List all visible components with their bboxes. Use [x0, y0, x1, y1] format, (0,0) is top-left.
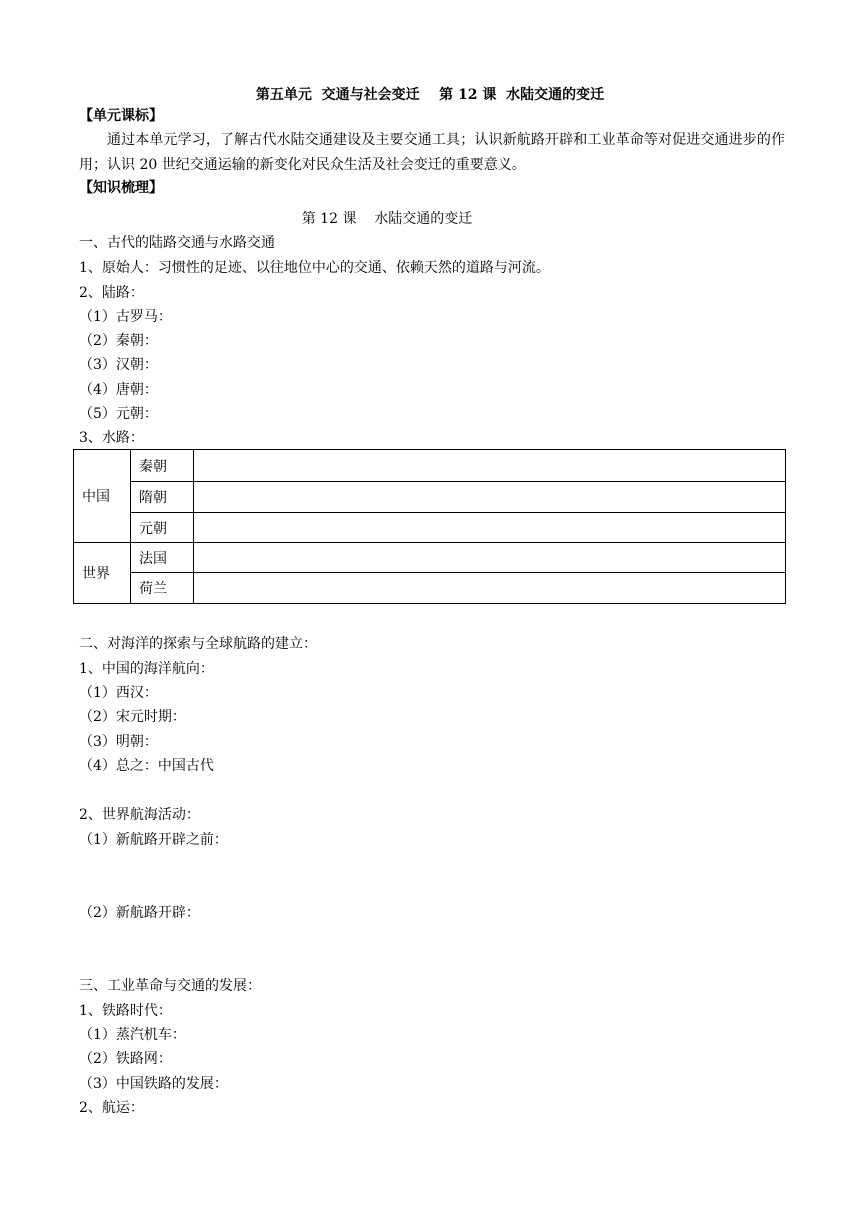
china-maritime-item: （1）西汉： — [79, 685, 158, 701]
answer-cell[interactable] — [194, 573, 786, 604]
unit-standard-heading: 【单元课标】 — [79, 108, 163, 124]
land-item: （2）秦朝： — [79, 333, 158, 349]
dynasty-cell: 元朝 — [131, 513, 194, 543]
land-route-label: 2、陆路： — [79, 285, 144, 301]
china-maritime-item: （3）明朝： — [79, 734, 158, 750]
railway-item: （3）中国铁路的发展： — [79, 1076, 228, 1092]
railway-item: （1）蒸汽机车： — [79, 1027, 186, 1043]
region-cell-world: 世界 — [74, 543, 131, 604]
dynasty-cell: 秦朝 — [131, 450, 194, 482]
china-maritime-label: 1、中国的海洋航向： — [79, 661, 214, 677]
region-cell-china: 中国 — [74, 450, 131, 543]
answer-cell[interactable] — [194, 513, 786, 543]
world-navigation-label: 2、世界航海活动： — [79, 807, 200, 823]
lesson-title: 第 12 课 水陆交通的变迁 — [301, 211, 473, 227]
land-item: （4）唐朝： — [79, 382, 158, 398]
country-cell: 荷兰 — [131, 573, 194, 604]
answer-cell[interactable] — [194, 543, 786, 573]
railway-era-label: 1、铁路时代： — [79, 1003, 172, 1019]
primitive-transport-line: 1、原始人：习惯性的足迹、以往地位中心的交通、依赖天然的道路与河流。 — [79, 260, 550, 276]
railway-item: （2）铁路网： — [79, 1051, 172, 1067]
land-item: （3）汉朝： — [79, 357, 158, 373]
land-item: （5）元朝： — [79, 406, 158, 422]
dynasty-cell: 隋朝 — [131, 482, 194, 513]
section-heading-2: 二、对海洋的探索与全球航路的建立： — [79, 636, 317, 652]
shipping-label: 2、航运： — [79, 1100, 144, 1116]
world-navigation-item: （2）新航路开辟： — [79, 905, 200, 921]
unit-standard-paragraph: 通过本单元学习，了解古代水陆交通建设及主要交通工具；认识新航路开辟和工业革命等对促进交通进步的作用；认识 20 世纪交通运输的新变化对民众生活及社会变迁的重要意义。 — [79, 132, 785, 173]
answer-cell[interactable] — [194, 450, 786, 482]
china-maritime-item: （4）总之：中国古代 — [79, 758, 214, 774]
world-navigation-item: （1）新航路开辟之前： — [79, 832, 228, 848]
country-cell: 法国 — [131, 543, 194, 573]
section-heading-3: 三、工业革命与交通的发展： — [79, 978, 261, 994]
knowledge-heading: 【知识梳理】 — [79, 180, 163, 196]
china-maritime-item: （2）宋元时期： — [79, 709, 186, 725]
answer-cell[interactable] — [194, 482, 786, 513]
water-route-table — [73, 449, 786, 604]
section-heading-1: 一、古代的陆路交通与水路交通 — [79, 235, 275, 251]
land-item: （1）古罗马： — [79, 309, 172, 325]
water-route-label: 3、水路： — [79, 430, 144, 446]
page-title: 第五单元 交通与社会变迁 第 12 课 水陆交通的变迁 — [255, 87, 605, 103]
